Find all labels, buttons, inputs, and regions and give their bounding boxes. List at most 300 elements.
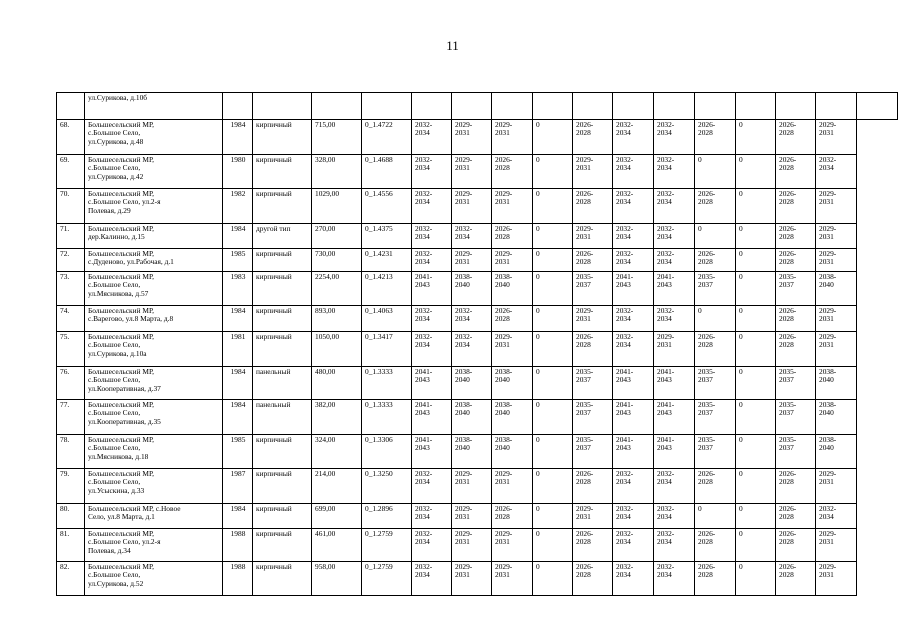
wall-material-cell: кирпичный: [253, 155, 312, 189]
address-line: Большесельский МР,: [88, 272, 154, 281]
table-row: [57, 435, 898, 469]
period-cell: 0: [736, 155, 776, 189]
period-cell: 0: [533, 562, 573, 596]
period-cell: 2026- 2028: [695, 529, 736, 562]
period-cell: 0: [736, 224, 776, 249]
period-cell: 0: [736, 400, 776, 435]
period-cell: 2032- 2034: [412, 332, 452, 367]
wall-material-cell: кирпичный: [253, 306, 312, 332]
table-row: [57, 249, 898, 272]
wall-material-cell: кирпичный: [253, 504, 312, 529]
address-cell: [85, 529, 223, 562]
address-line: с.Дуденово, ул.Рабочая, д.1: [88, 257, 174, 267]
area-cell: 1029,00: [312, 189, 362, 224]
address-line: с.Большое Село,: [88, 443, 141, 453]
address-line: Большесельский МР,: [88, 435, 154, 444]
row-number-cell: 75.: [57, 332, 85, 367]
period-cell: 2038- 2040: [492, 435, 533, 469]
period-cell: 0: [736, 504, 776, 529]
period-cell: 2026- 2028: [573, 562, 613, 596]
area-cell: 893,00: [312, 306, 362, 332]
period-cell: 2026- 2028: [573, 529, 613, 562]
address-line: Большесельский МР,: [88, 469, 154, 478]
area-cell: 958,00: [312, 562, 362, 596]
period-cell: 2026- 2028: [695, 249, 736, 272]
address-line: дер.Калинно, д.15: [88, 232, 145, 242]
row-number-cell: 81.: [57, 529, 85, 562]
period-cell: 2041- 2043: [654, 367, 695, 400]
area-cell: 1050,00: [312, 332, 362, 367]
period-cell: 2038- 2040: [816, 435, 857, 469]
period-cell: 2029- 2031: [816, 306, 857, 332]
address-line: ул.Сурикова, д.48: [88, 136, 144, 146]
period-cell: 2026- 2028: [695, 562, 736, 596]
period-cell: 2032- 2034: [816, 155, 857, 189]
period-cell: 2026- 2028: [776, 332, 816, 367]
period-cell: 2041- 2043: [654, 435, 695, 469]
address-line: Большесельский МР,: [88, 562, 154, 571]
period-cell: 2029- 2031: [816, 469, 857, 504]
period-cell: 2041- 2043: [613, 367, 654, 400]
area-cell: 715,00: [312, 120, 362, 155]
period-cell: 2026- 2028: [695, 469, 736, 504]
period-cell: 2041- 2043: [654, 272, 695, 306]
table-row: [57, 469, 898, 504]
wall-material-cell: панельный: [253, 367, 312, 400]
address-line: ул.Мясникова, д.57: [88, 288, 149, 298]
period-cell: 2041- 2043: [412, 400, 452, 435]
empty-cell: [654, 93, 695, 120]
period-cell: 2029- 2031: [816, 529, 857, 562]
period-cell: 2032- 2034: [412, 155, 452, 189]
period-cell: 2026- 2028: [695, 189, 736, 224]
address-line: Полевая, д.29: [88, 205, 131, 215]
table-row: [57, 272, 898, 306]
page-number: 11: [446, 38, 459, 53]
period-cell: 0: [533, 120, 573, 155]
period-cell: 0: [736, 272, 776, 306]
empty-cell: [857, 93, 898, 120]
period-cell: 2032- 2034: [654, 469, 695, 504]
address-cell: [85, 189, 223, 224]
year-cell: 1985: [223, 435, 253, 469]
period-cell: 2041- 2043: [412, 367, 452, 400]
period-cell: 2029- 2031: [452, 469, 492, 504]
period-cell: 2032- 2034: [412, 189, 452, 224]
empty-cell: [533, 93, 573, 120]
period-cell: 2026- 2028: [776, 306, 816, 332]
period-cell: 2029- 2031: [452, 155, 492, 189]
period-cell: 2032- 2034: [452, 224, 492, 249]
area-cell: 324,00: [312, 435, 362, 469]
period-cell: 2032- 2034: [613, 224, 654, 249]
period-cell: 2032- 2034: [412, 306, 452, 332]
row-number-cell: 72.: [57, 249, 85, 272]
empty-cell: [776, 93, 816, 120]
period-cell: 2026- 2028: [573, 332, 613, 367]
address-line: Большесельский МР,: [88, 189, 154, 198]
year-cell: 1983: [223, 272, 253, 306]
address-cell: [85, 332, 223, 367]
period-cell: 2032- 2034: [613, 469, 654, 504]
table-row: [57, 306, 898, 332]
wall-material-cell: панельный: [253, 400, 312, 435]
period-cell: 2035- 2037: [573, 435, 613, 469]
address-line: с.Большое Село,: [88, 340, 141, 350]
period-cell: 2026- 2028: [492, 504, 533, 529]
period-cell: 2029- 2031: [452, 529, 492, 562]
period-cell: 2035- 2037: [695, 400, 736, 435]
period-cell: 2026- 2028: [776, 529, 816, 562]
period-cell: 2026- 2028: [573, 120, 613, 155]
address-cell: [85, 120, 223, 155]
period-cell: 0: [695, 504, 736, 529]
period-cell: 2041- 2043: [412, 435, 452, 469]
address-cell: [85, 469, 223, 504]
period-cell: 2038- 2040: [492, 367, 533, 400]
year-cell: 1984: [223, 400, 253, 435]
address-line: ул.Сурикова, д.52: [88, 578, 144, 588]
period-cell: 2026- 2028: [573, 189, 613, 224]
period-cell: 2026- 2028: [776, 224, 816, 249]
period-cell: 2029- 2031: [816, 224, 857, 249]
period-cell: 0: [736, 332, 776, 367]
index-cell: 0_1.2759: [362, 562, 412, 596]
period-cell: 2032- 2034: [613, 189, 654, 224]
period-cell: 2029- 2031: [452, 189, 492, 224]
period-cell: 2029- 2031: [816, 249, 857, 272]
row-number-cell: 71.: [57, 224, 85, 249]
address-cell: [85, 400, 223, 435]
period-cell: 2029- 2031: [573, 155, 613, 189]
address-cell: [85, 562, 223, 596]
period-cell: 2032- 2034: [412, 562, 452, 596]
period-cell: 2029- 2031: [492, 189, 533, 224]
period-cell: 2029- 2031: [654, 332, 695, 367]
period-cell: 2029- 2031: [573, 306, 613, 332]
period-cell: 2029- 2031: [816, 189, 857, 224]
period-cell: 2038- 2040: [816, 367, 857, 400]
table-row: [57, 504, 898, 529]
period-cell: 2035- 2037: [776, 400, 816, 435]
address-cell: [85, 435, 223, 469]
period-cell: 0: [736, 189, 776, 224]
index-cell: 0_1.4688: [362, 155, 412, 189]
period-cell: 0: [533, 469, 573, 504]
year-cell: 1985: [223, 249, 253, 272]
index-cell: 0_1.2896: [362, 504, 412, 529]
period-cell: 2032- 2034: [654, 504, 695, 529]
year-cell: 1984: [223, 504, 253, 529]
address-line: Большесельский МР,: [88, 120, 154, 129]
period-cell: 2026- 2028: [776, 249, 816, 272]
period-cell: 2035- 2037: [776, 435, 816, 469]
address-line: с.Большое Село, ул.2-я: [88, 197, 161, 207]
empty-cell: [736, 93, 776, 120]
index-cell: 0_1.3333: [362, 400, 412, 435]
index-cell: 0_1.2759: [362, 529, 412, 562]
index-cell: 0_1.4063: [362, 306, 412, 332]
period-cell: 2026- 2028: [573, 249, 613, 272]
year-cell: 1984: [223, 120, 253, 155]
area-cell: 699,00: [312, 504, 362, 529]
year-cell: 1980: [223, 155, 253, 189]
index-cell: 0_1.4231: [362, 249, 412, 272]
period-cell: 2032- 2034: [654, 120, 695, 155]
empty-cell: [253, 93, 312, 120]
area-cell: 270,00: [312, 224, 362, 249]
period-cell: 2029- 2031: [492, 120, 533, 155]
wall-material-cell: кирпичный: [253, 435, 312, 469]
period-cell: 2032- 2034: [654, 306, 695, 332]
period-cell: 2035- 2037: [573, 367, 613, 400]
period-cell: 2032- 2034: [816, 504, 857, 529]
period-cell: 0: [736, 249, 776, 272]
period-cell: 2029- 2031: [573, 504, 613, 529]
wall-material-cell: кирпичный: [253, 249, 312, 272]
period-cell: 2035- 2037: [695, 272, 736, 306]
wall-material-cell: другой тип: [253, 224, 312, 249]
period-cell: 2026- 2028: [776, 562, 816, 596]
address-cell: ул.Сурикова, д.10б: [85, 93, 223, 120]
period-cell: 2029- 2031: [452, 504, 492, 529]
table-row: [57, 332, 898, 367]
address-line: Большесельский МР,: [88, 249, 154, 258]
period-cell: 2029- 2031: [492, 562, 533, 596]
index-cell: 0_1.4375: [362, 224, 412, 249]
period-cell: 0: [736, 367, 776, 400]
row-number-cell: 70.: [57, 189, 85, 224]
row-number-cell: 68.: [57, 120, 85, 155]
period-cell: 2032- 2034: [613, 120, 654, 155]
table-row-continued: [57, 93, 898, 120]
address-line: Большесельский МР,: [88, 155, 154, 164]
address-line: Большесельский МР, с.Новое: [88, 504, 181, 513]
table-row: [57, 529, 898, 562]
address-line: Полевая, д.34: [88, 545, 131, 555]
area-cell: 328,00: [312, 155, 362, 189]
period-cell: 2032- 2034: [654, 155, 695, 189]
period-cell: 2026- 2028: [492, 224, 533, 249]
row-number-cell: 74.: [57, 306, 85, 332]
area-cell: 214,00: [312, 469, 362, 504]
period-cell: 0: [736, 529, 776, 562]
period-cell: 2038- 2040: [816, 400, 857, 435]
period-cell: 2032- 2034: [654, 249, 695, 272]
empty-cell: [695, 93, 736, 120]
address-line: ул.Усыскина, д.33: [88, 485, 145, 495]
period-cell: 0: [736, 562, 776, 596]
row-number-cell: 73.: [57, 272, 85, 306]
index-cell: 0_1.3250: [362, 469, 412, 504]
period-cell: 2041- 2043: [613, 272, 654, 306]
period-cell: 2041- 2043: [613, 400, 654, 435]
empty-cell: [573, 93, 613, 120]
wall-material-cell: кирпичный: [253, 189, 312, 224]
address-line: ул.Мясникова, д.18: [88, 451, 149, 461]
period-cell: 2032- 2034: [654, 562, 695, 596]
period-cell: 2029- 2031: [492, 469, 533, 504]
period-cell: 2032- 2034: [613, 332, 654, 367]
area-cell: 730,00: [312, 249, 362, 272]
period-cell: 2032- 2034: [412, 469, 452, 504]
period-cell: 2026- 2028: [695, 120, 736, 155]
table-row: [57, 367, 898, 400]
index-cell: 0_1.3306: [362, 435, 412, 469]
address-cell: [85, 306, 223, 332]
period-cell: 2026- 2028: [776, 189, 816, 224]
address-line: с.Большое Село,: [88, 280, 141, 290]
row-number-cell: 76.: [57, 367, 85, 400]
address-line: ул.Сурикова, д.10а: [88, 348, 147, 358]
empty-cell: [412, 93, 452, 120]
period-cell: 2035- 2037: [695, 367, 736, 400]
period-cell: 2029- 2031: [816, 332, 857, 367]
period-cell: 0: [695, 224, 736, 249]
empty-cell: [816, 93, 857, 120]
period-cell: 2032- 2034: [412, 224, 452, 249]
year-cell: 1987: [223, 469, 253, 504]
wall-material-cell: кирпичный: [253, 272, 312, 306]
index-cell: 0_1.4722: [362, 120, 412, 155]
row-number-cell: 69.: [57, 155, 85, 189]
address-line: ул.Кооперативная, д.37: [88, 383, 161, 393]
period-cell: 2038- 2040: [452, 435, 492, 469]
address-cell: [85, 272, 223, 306]
row-number-cell: 80.: [57, 504, 85, 529]
period-cell: 2032- 2034: [452, 332, 492, 367]
empty-cell: [312, 93, 362, 120]
address-cell: [85, 367, 223, 400]
period-cell: 2035- 2037: [695, 435, 736, 469]
period-cell: 2032- 2034: [654, 529, 695, 562]
table-row: [57, 155, 898, 189]
address-line: с.Большое Село, ул.2-я: [88, 537, 161, 547]
table-row: [57, 400, 898, 435]
empty-cell: [223, 93, 253, 120]
period-cell: 2032- 2034: [613, 529, 654, 562]
table-row: [57, 224, 898, 249]
period-cell: 2026- 2028: [776, 155, 816, 189]
period-cell: 2032- 2034: [412, 120, 452, 155]
year-cell: 1982: [223, 189, 253, 224]
table-row: [57, 189, 898, 224]
period-cell: 0: [736, 120, 776, 155]
period-cell: 0: [533, 435, 573, 469]
period-cell: 2032- 2034: [412, 529, 452, 562]
period-cell: 2035- 2037: [573, 400, 613, 435]
address-line: Большесельский МР,: [88, 529, 154, 538]
address-line: Большесельский МР,: [88, 306, 154, 315]
period-cell: 0: [533, 504, 573, 529]
period-cell: 2032- 2034: [613, 562, 654, 596]
wall-material-cell: кирпичный: [253, 469, 312, 504]
wall-material-cell: кирпичный: [253, 529, 312, 562]
period-cell: 2041- 2043: [412, 272, 452, 306]
year-cell: 1984: [223, 306, 253, 332]
address-line: Большесельский МР,: [88, 400, 154, 409]
year-cell: 1988: [223, 529, 253, 562]
period-cell: 2032- 2034: [412, 504, 452, 529]
area-cell: 382,00: [312, 400, 362, 435]
period-cell: 0: [736, 306, 776, 332]
area-cell: 2254,00: [312, 272, 362, 306]
period-cell: 0: [736, 469, 776, 504]
period-cell: 2032- 2034: [654, 224, 695, 249]
address-line: с.Большое Село,: [88, 408, 141, 418]
address-line: с.Большое Село,: [88, 163, 141, 173]
period-cell: 2041- 2043: [613, 435, 654, 469]
period-cell: 0: [533, 249, 573, 272]
empty-cell: [613, 93, 654, 120]
empty-cell: [362, 93, 412, 120]
period-cell: 2026- 2028: [573, 469, 613, 504]
period-cell: 2038- 2040: [452, 367, 492, 400]
wall-material-cell: кирпичный: [253, 120, 312, 155]
area-cell: 480,00: [312, 367, 362, 400]
address-line: с.Большое Село,: [88, 570, 141, 580]
row-number-cell: 78.: [57, 435, 85, 469]
period-cell: 2032- 2034: [654, 189, 695, 224]
period-cell: 2032- 2034: [613, 249, 654, 272]
period-cell: 2041- 2043: [654, 400, 695, 435]
address-cell: [85, 224, 223, 249]
period-cell: 2029- 2031: [816, 120, 857, 155]
index-cell: 0_1.4556: [362, 189, 412, 224]
period-cell: 2032- 2034: [613, 155, 654, 189]
row-number-cell: 79.: [57, 469, 85, 504]
period-cell: 2038- 2040: [816, 272, 857, 306]
period-cell: 2029- 2031: [492, 249, 533, 272]
address-line: Большесельский МР,: [88, 367, 154, 376]
index-cell: 0_1.4213: [362, 272, 412, 306]
period-cell: 2029- 2031: [573, 224, 613, 249]
table-row: [57, 120, 898, 155]
period-cell: 2026- 2028: [776, 504, 816, 529]
period-cell: 0: [533, 367, 573, 400]
period-cell: 2032- 2034: [452, 306, 492, 332]
address-line: Село, ул.8 Марта, д.1: [88, 512, 155, 522]
table-row: [57, 562, 898, 596]
year-cell: 1981: [223, 332, 253, 367]
period-cell: 2029- 2031: [452, 562, 492, 596]
period-cell: 2026- 2028: [776, 469, 816, 504]
period-cell: 2038- 2040: [492, 272, 533, 306]
period-cell: 0: [533, 332, 573, 367]
period-cell: 0: [533, 189, 573, 224]
address-line: с.Большое Село,: [88, 128, 141, 138]
period-cell: 0: [736, 435, 776, 469]
address-line: с.Варегово, ул.8 Марта, д.8: [88, 314, 174, 324]
period-cell: 2026- 2028: [492, 155, 533, 189]
year-cell: 1984: [223, 367, 253, 400]
address-line: Большесельский МР,: [88, 332, 154, 341]
period-cell: 2038- 2040: [452, 272, 492, 306]
period-cell: 2026- 2028: [492, 306, 533, 332]
address-line: ул.Кооперативная, д.35: [88, 416, 161, 426]
address-line: Большесельский МР,: [88, 224, 154, 233]
empty-cell: [452, 93, 492, 120]
year-cell: 1984: [223, 224, 253, 249]
period-cell: 2029- 2031: [492, 529, 533, 562]
period-cell: 2029- 2031: [816, 562, 857, 596]
index-cell: 0_1.3417: [362, 332, 412, 367]
period-cell: 2035- 2037: [776, 367, 816, 400]
address-cell: [85, 249, 223, 272]
address-cell: [85, 155, 223, 189]
wall-material-cell: кирпичный: [253, 562, 312, 596]
address-line: с.Большое Село,: [88, 477, 141, 487]
